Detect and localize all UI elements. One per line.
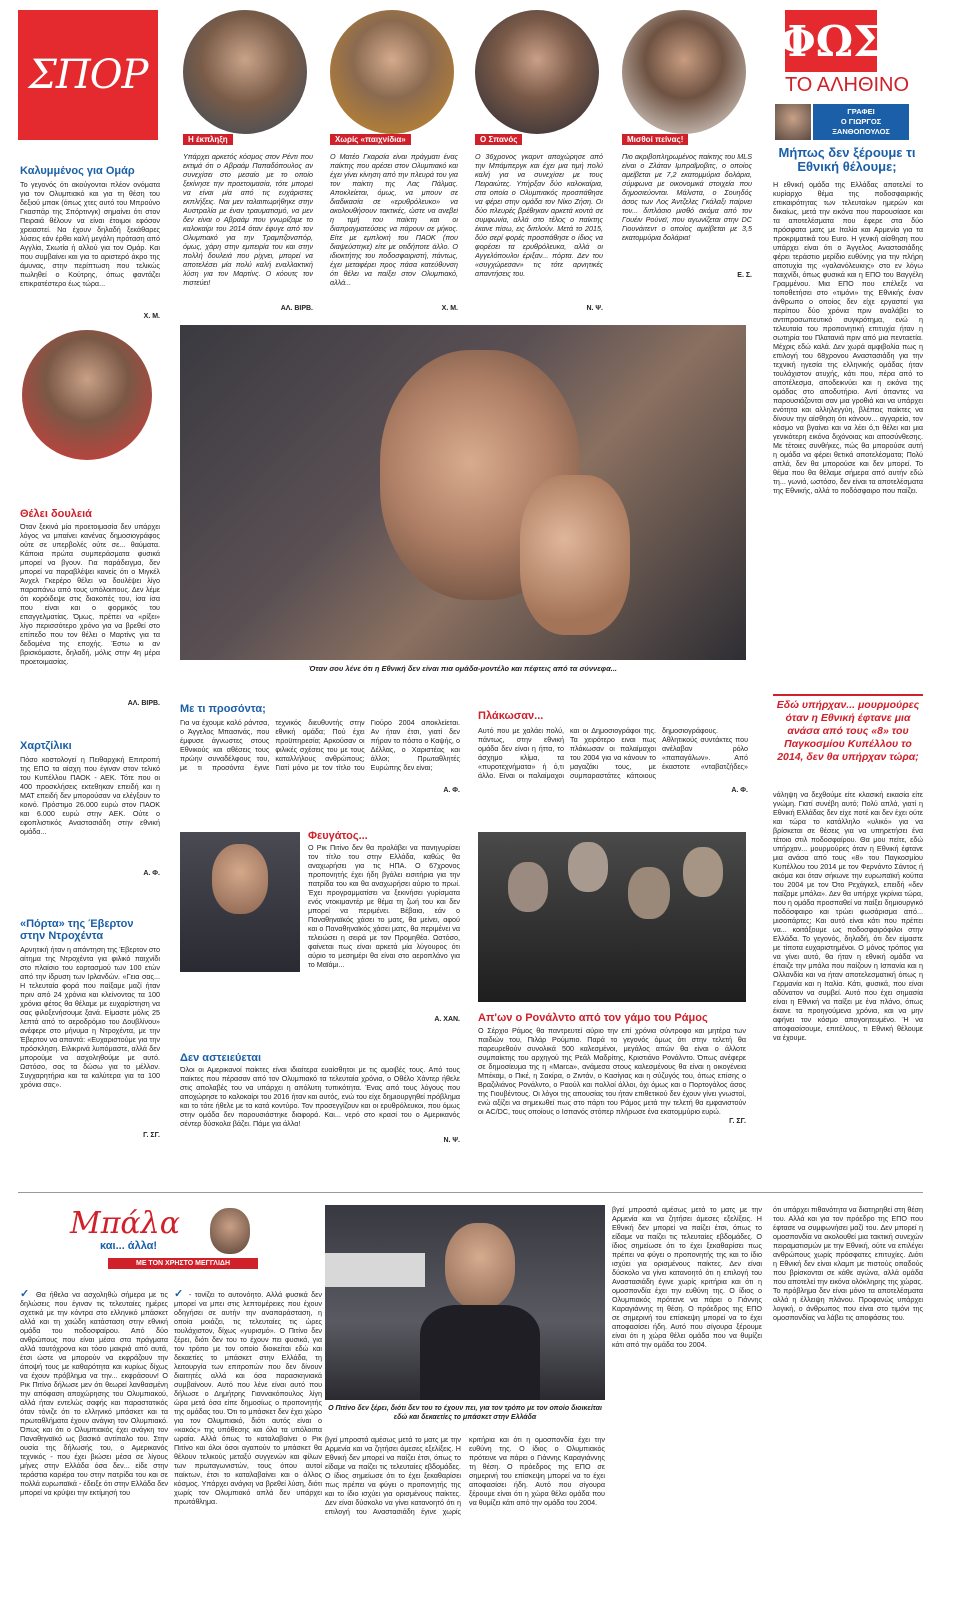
- main-photo: [180, 325, 746, 660]
- mid-sig-1: Α. Φ.: [443, 787, 460, 794]
- mid-body-1: Για να έχουμε καλό ράντσα, ο Άγγελος Μπασινάς, που έμφυσε άγνωστες στους Εθνικούς και αθέσεις τους πρώην συναδέλφους του, με τι προσόντα έγινε τεχνικός διευθυντής στην εθνική ομάδα; Πού έχει προϋπηρεσία; Αρκούσαν οι φιλικές σχέσεις του με τους καταλλήλους ανθρώπους; Γιατί μόνο με τον τίτλο του Γιούρο 2004 αποκλείεται. Αν ήταν έτσι, γιατί δεν πήραν το πόστο ο Καψής, ο Δέλλας, ο Χαριστέας και άλλοι; Πρωταθλητές Ευρώπης δεν είναι;: [180, 718, 460, 772]
- column-title: ΦΩΣ: [779, 16, 883, 66]
- bottom-col-1: [20, 1290, 168, 1590]
- bottom-col-2-text: - τονίζει το αυτονόητο. Αλλά φυσικά δεν μπορεί να μπει στις λεπτομέρειες που έχουν οδηγήσει σε αυτήν την αναπαράσταση, η οποία μοιάζει, τις τελευταίες τις ώρες τουλάχιστον, δίχως «γυρισμό». Ο Πιτίνο δεν ξέρει, διότι δεν του το έχουν πει φυσικά, για τον τρόπο με τον οποίο διοικείται εδώ και δεκαετίες το μπάσκετ στην Ελλάδα, τη λειτουργία των επιτροπών που δεν δίνουν διαιτητές αλλά και όσα παρασκηνιακά συμβαίνουν. Αυτό που λένε είναι αυτό που δήλωσε ο Δημήτρης Γιαννακόπουλος λίγη ώρα μετά όσα είπε δημοσίως ο προπονητής της ομάδας του. Ότι το μπάσκετ δεν έχει χώρο για τον Ολυμπιακό, διότι αυτός είναι ο «κακός» της υπόθεσης και όλα τα υπόλοιπα ωραία. Αλλά όπως το καταλαβαίνει ο Ρικ Πιτίνο και όλοι όσοι αγαπούν το μπάσκετ θα θέλουν τελικούς μεταξύ συγγενών και φίλων των πρωταγωνιστών, τους όπου αυτοί παίκτων, έτσι το καταλαβαίνει και ο άλλος κόσμος. Υπάρχει ανάγκη να βρεθεί λύση, διότι χωρίς τον Ολυμπιακό απλά δεν υπάρχει πρωτάθλημα.: [174, 1290, 322, 1506]
- mid-head-1: Με τι προσόντα;: [180, 703, 266, 715]
- balla-subtitle: και... άλλα!: [100, 1240, 158, 1252]
- writer-label: ΓΡΑΦΕΙ: [847, 107, 875, 116]
- blurb-1-sig: ΑΛ. ΒΙΡΒ.: [280, 305, 313, 312]
- band-member-4: [683, 847, 723, 897]
- left-body-3: Πόσο κοστολογεί η Πειθαρχική Επιτροπή της ΕΠΟ τα αίσχη που έγιναν στον τελικό του Κυπέλλου ΠΑΟΚ - ΑΕΚ. Τότε που οι 400 προσκλήσεις εκτεθηκαν επειδή και η ΜΑΤ επειδή δεν μπορούσαν να ελέγξουν το κοινό. Πρόστιμο 26.000 ευρώ στον ΠΑΟΚ και 6.000 ευρώ στην ΑΕΚ. Ούτε ο εφοπλιστικός Αναστασιάδη στην εθνική ομάδα...: [20, 755, 160, 836]
- checkmark-icon: ✓: [20, 1290, 36, 1300]
- left-body-4: Αρνητική ήταν η απάντηση της Έβερτον στο αίτημα της Ντροχέντα για φιλικό παιχνίδι στο πλαίσιο του εορτασμού των 100 ετών από την ίδρυση των Ιρλανδών. «Γεια σας... Η τελευταία φορά που παίξαμε μαζί ήταν πριν από 24 χρόνια και κλείνοντας τα 100 χρόνια φέτος θα θέλαμε με ευχαρίστηση να σας φιλοξενήσουμε ξανά. Είμαστε μόλις 25 λεπτά από το αεροδρόμιο του Δουβλίνου» ανέφερε στο μήνυμα η Ντροχέντα, με την Έβερτον να απαντά: «Ευχαριστούμε για την πρόσκληση. Ειλικρινά λυπόμαστε, αλλά δεν μπορούμε να ασχοληθούμε με αυτό. Ωστόσο, σας τα δώσω για το μέλλον. Συγχαρητήρια και τα καλύτερα για τα 100 χρόνια σας».: [20, 945, 160, 1089]
- left-body-1: Το γεγονός ότι ακούγονται πλέον ονόματα για τον Ολυμπιακό και για τη θέση του δεξιού μπακ (όπως χτες αυτό του Μπρούνο Γκασπάρ της Σπόρτινγκ) σημαίνει ότι στον Πειραιά θέλουν να είναι έτοιμοι εφόσον χρειαστεί. Να έχουν δηλαδή ξεκάθαρες λύσεις εάν έρθει καλή μεγάλη πρόταση από Αγγλία, Σκωτία ή αλλού για τον Ομάρ. Και που συμβαίνει και για το αριστερό άκρο της άμυνας, στην περίπτωση που τελικώς πωληθεί ο Κούτρης, όπως φαντάζει επικρατέστερο έως τώρα...: [20, 180, 160, 288]
- balla-logo: [20, 1206, 250, 1276]
- mid-head-4: Απ'ων ο Ρονάλντο από τον γάμο του Ράμος: [478, 1012, 708, 1024]
- column-headline: Μήπως δεν ξέρουμε τι Εθνική θέλουμε;: [778, 145, 916, 174]
- bottom-photo-caption: Ο Πιτίνο δεν ξέρει, διότι δεν του το έχουν πει, για τον τρόπο με τον οποίο διοικείται εδώ και δεκαετίες το μπάσκετ στην Ελλάδα: [328, 1405, 602, 1421]
- section-divider: [18, 1192, 923, 1193]
- pull-quote: Εδώ υπήρχαν... μουρμούρες όταν η Εθνική έφτανε μια ανάσα από τους «8» του Παγκοσμίου Κυπέλλου το 2014, δεν θα υπήρχαν τώρα;: [773, 694, 923, 784]
- blurb-2-sig: Χ. Μ.: [441, 305, 458, 312]
- blurb-3-sig: Ν. Ψ.: [586, 305, 603, 312]
- column-subtitle: ΤΟ ΑΛΗΘΙΝΟ: [784, 74, 910, 96]
- bottom-col-4: [612, 1205, 762, 1590]
- blurb-4-sig: Ε. Σ.: [737, 272, 752, 279]
- pitino-face: [212, 844, 268, 914]
- mid-head-5: Δεν αστειεύεται: [180, 1052, 262, 1064]
- bottom-col-1-text: Θα ήθελα να ασχοληθώ σήμερα με τις δηλώσεις που έγιναν τις τελευταίες ημέρες σχετικά με την κόντρα στο ελληνικό μπάσκετ αλλά και τη χαώδη κατάσταση στην εθνική ομάδα του ποδοσφαίρου. Από δύο ανθρώπους που είναι μέσα στα πράγματα αλλά ταυτόχρονα και τόσο μακριά από αυτά, έτσι ώστε να μπορούν να εκφράζουν την άποψή τους με καθαρότητα και κυρίως δίχως να έχουν πρόβλημα να την... εκφράσουν! Ο Ρικ Πιτίνο δήλωσε μεν ότι θεωρεί λανθασμένη την απόφαση αποχώρησης του Ολυμπιακού, αλλά ήταν εντελώς σαφής και παραστατικός όταν τόνιζε ότι το ελληνικό μπάσκετ και τα πρωταθλήματα έχουν ανάγκη τον Ολυμπιακό. Όπως και ότι ο Ολυμπιακός έχει ανάγκη τον Παναθηναϊκό ως βασικό αντίπαλο του. Στην ουσία της δήλωσής του, ο Αμερικανός τεχνικός - που έχει βιώσει μέσα σε λίγους μήνες στην Ελλάδα όσα δεν... είδε στην τεράστια καριέρα του στην πατρίδα του και σε πολλά ευρωπαϊκά - έδειξε ότι στην Ελλάδα δεν μπορεί να κρύψει την εκτίμησή του: [20, 1290, 168, 1497]
- mid-sig-5: Ν. Ψ.: [443, 1137, 460, 1144]
- bottom-col-3: βγεί μπροστά αμέσως μετά το ματς με την Αρμενία και να ζητήσει άμεσες εξελίξεις. Η Εθνική δεν μπορεί να παίζει έτσι, όπως το είδαμε να παίζει τις τελευταίες εβδομάδες. Ο ίδιος σημείωσε ότι το έχει ξεκαθαρίσει πως πρέπει να φύγει ο προπονητής της και το ίδιο ισχύει για ορισμένους παίκτες. Δεν είναι δύσκολο να γίνει κατανοητό ότι η επιλογή του Αναστασιάδη έγινε χωρίς κριτήρια και ότι η ομοσπονδία έχει την ευθύνη της. Ο ίδιος ο Ολυμπιακός πρότεινε να πάρει ο Γιάννης Καραγιάννης τη θέση. Ο πρόεδρος της ΕΠΟ σε σημερινή του επίσκεψη μπορεί να το έχει αποφασίσει ήδη. Αυτό που σίγουρα ξέρουμε είναι ότι η χώρα θέλει ομάδα που να θυμίζει κάτι από την ομάδα του 2004.: [325, 1435, 605, 1516]
- pitino-photo: [180, 832, 300, 972]
- bottom-col-2: [174, 1290, 322, 1590]
- arena-sign: [325, 1253, 425, 1287]
- column-logo: [779, 10, 883, 72]
- mid-sig-4: Γ. ΣΓ.: [729, 1118, 746, 1125]
- mid-sig-2: Α. Φ.: [731, 787, 748, 794]
- bottom-col-5-text: ότι υπάρχει πιθανότητα να διατηρηθεί στη θέση του. Αλλά και για τον πρόεδρο της ΕΠΟ που έφτασε να συμφωνήσει μαζί του. Δεν μπορεί η ομοσπονδία να ακολουθεί μια τακτική συνεχών πειραματισμών με την Εθνική, ούτε να επιλέγει ανθρώπους χωρίς πρόσφατες επιτυχίες. Διότι η Εθνική δεν είναι κλαμπ με πιστούς οπαδούς που βρίσκονται σε κάθε αγώνα, αλλά ομάδα που αποτελεί την εικόνα ολόκληρης της χώρας. Το πρόβλημα δεν είναι μόνο τα αποτελέσματα αλλά η έλλειψη πλάνου. Προφανώς υπάρχει λογική, ο άνθρωπος που είναι στο τιμόνι της ομοσπονδίας να λάβει τις αποφάσεις του.: [773, 1205, 923, 1322]
- photo-caption-4: Μισθοί πείνας!: [622, 134, 688, 145]
- columnist-avatar: [210, 1208, 250, 1254]
- band-member-1: [508, 862, 548, 912]
- writer-photo: [775, 104, 811, 140]
- photo-caption-1: Η έκπληξη: [183, 134, 233, 145]
- left-head-4: «Πόρτα» της Έβερτον στην Ντροχέντα: [20, 918, 134, 942]
- player-photo-2: [330, 10, 454, 134]
- player-photo-1: [183, 10, 307, 134]
- section-logo: [18, 10, 158, 140]
- blurb-1: Υπάρχει αρκετός κόσμος στον Ρέντι που εκτιμά ότι ο Αβραάμ Παπαδόπουλος αν συνεχίσει στο μεσαίο με το οποίο ξεκίνησε την προετοιμασία, τότε μπορεί να είναι μία από τις ευχάριστες εκπλήξεις. Ναι μεν ταλαιπωρήθηκε στην Αυστραλία με έναν τραυματισμό, να μεν δεν είναι ο Αβραάμ που γνωρίζαμε το καλοκαίρι του 2014 όταν έφυγε από τον Ολυμπιακό για την Τραμπζονσπόρ, όμως, χάρη στην εμπειρία του και στην πολλή δουλειά που ρίχνει, μπορεί να αποτελέσει μία πολύ καλή εναλλακτική λύση για τον Μαρτίνς. Ο κόουτς τον πιστεύει!: [183, 152, 313, 287]
- bottom-photo: [325, 1205, 605, 1400]
- writer-name: Ο ΓΙΩΡΓΟΣ ΞΑΝΘΟΠΟΥΛΟΣ: [832, 117, 890, 136]
- mid-body-3: Ο Ρικ Πιτίνο δεν θα προλάβει να πανηγυρίσει τον τίτλο του στην Ελλάδα, καθώς θα αναχωρήσει για τις ΗΠΑ. Ο 67χρονος προπονητής έχει ήδη βγάλει εισιτήρια για την πατρίδα του και θα αναχωρήσει αύριο το πρωί. Έχει προγραμματίσει να ξεκινήσει γυρίσματα ενός ντοκιμαντέρ με θέμα τη ζωή του και δεν μπορεί να περιμένει. Βέβαια, εάν ο Παναθηναϊκός χάσει το ματς, θα μείνει, αφού και ο Παναθηναϊκός χάσει ματς, θα περιμένει να τελειώσει η σειρά με τον Προμηθέα. Ωστόσο, φαίνεται πως είναι αρκετά μία λύγουρος ότι αύριο το μεσημέρι θα είναι στο αεροπλάνο για το Μαϊάμι...: [308, 843, 460, 969]
- left-head-2: Θέλει δουλειά: [20, 508, 92, 520]
- left-head-1: Καλυμμένος για Ομάρ: [20, 165, 135, 177]
- player-photo-4: [622, 10, 746, 134]
- coach-suit: [420, 1305, 540, 1400]
- bottom-col-4-text: βγεί μπροστά αμέσως μετά το ματς με την Αρμενία και να ζητήσει άμεσες εξελίξεις. Η Εθνική δεν μπορεί να παίζει έτσι, όπως το είδαμε να παίζει τις τελευταίες εβδομάδες. Ο ίδιος σημείωσε ότι το έχει ξεκαθαρίσει πως πρέπει να φύγει ο προπονητής της και το ίδιο ισχύει για ορισμένους παίκτες. Δεν είναι δύσκολο να γίνει κατανοητό ότι η επιλογή του Αναστασιάδη έγινε χωρίς κριτήρια και ότι η ομοσπονδία έχει την ευθύνη της. Ο ίδιος ο Ολυμπιακός πρότεινε να πάρει ο Γιάννης Καραγιάννης τη θέση. Ο πρόεδρος της ΕΠΟ σε σημερινή του επίσκεψη μπορεί να το έχει αποφασίσει ήδη. Αυτό που σίγουρα ξέρουμε είναι ότι η χώρα θέλει ομάδα που να θυμίζει κάτι από την ομάδα του 2004.: [612, 1205, 762, 1349]
- column-body: Η εθνική ομάδα της Ελλάδας αποτελεί το κυρίαρχο θέμα της ποδοσφαιρικής επικαιρότητας των τελευταίων ημερών και δικαίως, μετά την εικόνα που παρουσίασε και τα αποτελέσματα που έφερε στα δύο πρόσφατα ματς με Ιταλία και Αρμενία για τα προκριματικά του Euro. Η γενική αίσθηση που υπάρχει είναι ότι ο Άγγελος Αναστασιάδης φέρει τεράστιο μερίδιο ευθύνης για την πλήρη αποτυχία της «γαλανόλευκης» στο εν λόγω παιχνίδι, όπως φυσικά και η ΕΠΟ του Βαγγέλη Γραμμένου. Μια ΕΠΟ που επέλεξε να τοποθετήσει στο «τιμόνι» της Εθνικής έναν άνθρωπο ο οποίος δεν είχε εργαστεί για περίπου δύο χρόνια πριν αναλάβει το αντιπροσωπευτικό συγκρότημα, ενώ η τελευταία του προπονητική επιτυχία ήταν η σωτηρία του Πλατανιά πριν από μια πενταετία. Μέχρις εδώ καλά. Δεν χωρά αμφιβολία πως η επιλογή του 68χρονου Αναστασιάδη για την τεχνική ηγεσία της ελληνικής ομάδας ήταν τουλάχιστον ατυχής, κάτι που, πέρα από το αποτέλεσμα, αποδεικνύει και η εικόνα της ομάδας στο αποδυτήριο. Αντί όπαντες να παρουσιάζονται σαν μια γροθιά και να υπάρχει ενότητα και αλληλεγγύη, βλέπεις παίκτες να δίνουν την αίσθηση ότι κάνουν... αγγαρεία, τον κόσμο να βγαίνει και να λέει ό,τι θέλει και μια γενικότερη εικόνα διχόνοιας και αποσύνθεσης. Με τέτοιες συνθήκες, πώς θα μπορούσε αυτή η ομάδα να φέρει θετικά αποτελέσματα; Πολύ απλά, δεν θα μπορούσε και δεν μπορεί. Το θέμα που θα θέλαμε σήμερα από αυτήν εδώ τη... γωνιά, ωστόσο, δεν είναι τα αποτελέσματα της Εθνικής, αλλά το ποδόσφαιρο που παίζει.: [773, 180, 923, 495]
- mid-head-3: Φευγάτος...: [308, 830, 368, 842]
- acdc-photo: [478, 832, 746, 1002]
- photo-caption-2: Χωρίς «παιχνίδια»: [330, 134, 411, 145]
- mid-sig-3: Α. ΧΑΝ.: [434, 1016, 460, 1023]
- main-photo-caption: Όταν σου λένε ότι η Εθνική δεν είναι πια ομάδα-μοντέλο και πέφτεις από τα σύννεφα...: [309, 664, 617, 673]
- column-body-continued: νάληψη να δεχθούμε είτε κλασική εικασία είτε γνώμη. Γιατί συνέβη αυτό; Πολύ απλά, γιατί η Εθνική Ελλάδας δεν είχε ποτέ και δεν έχει ούτε και τώρα το κατάλληλο «υλικό» για να βρίσκεται σε θέσεις για να υπηρετήσει ένα τέτοιο στιλ ποδοσφαίρου. Θα μου πείτε, εδώ υπήρχαν... μουρμούρες όταν η Εθνική έφτανε μια ανάσα από τους «8» του Παγκοσμίου Κυπέλλου του 2014 με τον Φερνάντο Σάντος ή ακόμα και όταν σήκωνε την ευρωπαϊκή κούπα του 2004 με τον Ότο Ρεχάγκελ, επειδή «δεν παίζαμε μπάλα». Δεν θα υπήρχε γκρίνια τώρα, που η ομάδα προσπαθεί να παίξει δημιουργικό ποδόσφαιρο και τρώει φωσάρισμα από... μισοπάρτες; Και αυτό είναι κάτι που πρέπει να... κοιτάξουμε ως ποδοσφαιρόφιλοι στην Ελλάδα. Το γεγονός, δηλαδή, ότι δεν είμαστε με τίποτα ευχαριστημένοι. Ο μόνος τρόπος για να γίνει αυτό, θα ήταν η εθνική ομάδα να έπαιζε την μπάλα που παίζουν η Ισπανία και η Ολλανδία και να ήταν αποτελεσματική όπως η Γερμανία και η Ιταλία. Κάτι, φυσικά, που είναι αδύνατον να συμβεί. Αυτό που έχει σημασία είναι η Εθνική να παίξει με ένα πλάνο, όπως έκανε τα προηγούμενα χρόνια, και να μην αφήνει τον κόσμο απογοητευμένο. Ή να αποφασίσουμε, επιτέλους, τι Εθνική θέλουμε να έχουμε.: [773, 790, 923, 1042]
- mid-head-2: Πλάκωσαν...: [478, 710, 544, 722]
- coach-hand: [520, 475, 630, 635]
- band-member-3: [628, 867, 670, 919]
- blurb-3: Ο 36χρονος γκαρντ αποχώρησε από την Μπάμπεργκ και έχει μια τιμή πολύ καλή για να συνεχίσει με τους Πειραιώτες. Υπήρξαν δύο καλοκαίρια, στα οποία ο Ολυμπιακός προσπάθησε να φέρει στην ομάδα τον Νίκο Ζήση. Οι δύο πλευρές βρέθηκαν αρκετά κοντά σε συμφωνία, αλλά στο τέλος ο παίκτης έκανε πίσω, εις διπλούν. Μετά το 2015, δύο σερί φορές προσπάθησε ο ίδιος να φορέσει τα ερυθρόλευκα, αλλά οι Αγγελόπουλοι έριξαν... πόρτα. Δεν του «συγχώρεσαν» τις τότε αρνητικές απαντήσεις του.: [475, 152, 603, 278]
- player-photo-left: [22, 330, 152, 460]
- bottom-col-5: [773, 1205, 923, 1590]
- writer-box: [813, 104, 909, 140]
- blurb-2: Ο Ματέο Γκαρσία είναι πράγματι ένας παίκτης που αρέσει στον Ολυμπιακό και έχει γίνει κίνηση από την πλευρά του για τον παίκτη της Λας Πάλμας. Αποκλείεται, όμως, να μπουν σε διαδικασία σε «ερυθρόλευκο» να ακολουθήσουν τακτικές, ώστε να ανεβεί η τιμή του παίκτη και οι διαπραγματεύσεις να πάρουν σε μήκος. Είτε με εμπλοκή του ΠΑΟΚ (που διαψεύστηκε) είτε με οτιδήποτε άλλο. Ο ιδιοκτήτης του ποδοσφαιριστή, πάντως, έχει μεταφέρει προς πάσα κατεύθυνση ότι θέλει να παίξει στον Ολυμπιακό, αλλά...: [330, 152, 458, 287]
- left-sig-2: ΑΛ. ΒΙΡΒ.: [127, 700, 160, 707]
- band-member-2: [568, 842, 608, 892]
- left-body-2: Όταν ξεκινά μία προετοιμασία δεν υπάρχει λόγος να μπαίνει κανένας δημοσιογράφος ούτε σε υπερβολές ούτε σε... θαύματα. Κάποια πρώτα συμπεράσματα φυσικά μπορεί να βγουν. Για παράδειγμα, δεν μπορεί να παραβλέψει κανείς ότι ο Μιγκέλ Άνχελ Γκερέρο θέλει να δουλέψει λίγο παραπάνω από τους υπόλοιπους. Δεν λέμε ότι κορόιδεψε στις διακοπές του, ίσα ίσα που είναι και ο φορμικός του επαγγελματίας. Όμως, πρέπει να «ρίξει» λίγο περισσότερο χρόνο για να βρεθεί στο επίπεδο που τον θέλει ο Μαρτίνς για τα δεδομένα της εποχής. Έστω κι αν βρισκόμαστε, δηλαδή, μόλις στην 4η μέρα προετοιμασίας.: [20, 522, 160, 666]
- left-head-3: Χαρτζίλικι: [20, 740, 72, 752]
- section-title: ΣΠΟΡ: [28, 52, 148, 98]
- balla-title: Μπάλα: [70, 1206, 180, 1241]
- left-sig-1: Χ. Μ.: [143, 313, 160, 320]
- coach-figure: [445, 1223, 515, 1309]
- blurb-4: Πιο ακριβοπληρωμένος παίκτης του MLS είναι ο Ζλάταν Ιμπραΐμοβιτς, ο οποίος αμείβεται με 7,2 εκατομμύρια δολάρια, σύμφωνα με οικονομικά στοιχεία που δημοσιεύονται. Μάλιστα, ο Σουηδός άσος των Λος Άντζελες Γκάλαξι παίρνει τον... διπλάσιο μισθό ακόμα από τον Γουέιν Ρούνεϊ, που αγωνίζεται στην DC Γιουνάιτεντ ο οποίος αμείβεται με 3,5 εκατομμύρια δολάρια!: [622, 152, 752, 242]
- mid-body-2: Αυτό που με χαλάει πολύ, πάντως, στην εθνική ομάδα δεν είναι η ήττα, το άσχημο κλίμα, τα «πυροτεχνήματα» ή ό,τι άλλο. Είναι οι παλαίμαχοι και οι Δημοσιογράφοι της. Τα χειρότερο ειναι πως πλάκωσαν οι παλαίμαχοι του 2004 για να κάνουν το μαγαζάκι τους, με συμπαραστάτες κάποιους δημοσιογράφους. Αθλητικούς συντάκτες που ανέλαβαν ρόλο «παπαγάλων». Από έκαστοτε «νταβατζήδες»: [478, 726, 748, 780]
- checkmark-icon: ✓: [174, 1290, 189, 1300]
- player-photo-3: [475, 10, 599, 134]
- photo-caption-3: Ο Σπανός: [475, 134, 522, 145]
- left-sig-3: Α. Φ.: [143, 870, 160, 877]
- left-sig-4: Γ. ΣΓ.: [143, 1132, 160, 1139]
- mid-body-5: Όλοι οι Αμερικανοί παίκτες είναι ιδιαίτερα ευαίσθητοι με τις αμοιβές τους. Από τους παίκτες που πέρασαν από τον Ολυμπιακό τα τελευταία χρόνια, ο Οθέλο Χάντερ ήθελε στις απολαβές του να υπάρχει η απόλυτη τυπικότητα. Ένας από τους λόγους που αποχώρησε το καλοκαίρι του 2016 ήταν και αυτός, ενώ του είχε δημιουργηθεί πρόβλημα και το τότε ήθελε με τα κατά κοντύρο. Τον προσεγγίζουν και οι ερυθρόλευκοι, που όμως στην ομάδα δεν παρουσιάστηκε διαφορά. Και... νερό στο κρασί του ο Αμερικανός σέντερ δύσκολα βάζει. Πάμε για άλλα!: [180, 1065, 460, 1128]
- balla-byline: ΜΕ ΤΟΝ ΧΡΗΣΤΟ ΜΕΓΓΛΙΔΗ: [108, 1258, 258, 1269]
- mid-body-4: Ο Σέρχιο Ράμος θα παντρευτεί αύριο την επί χρόνια σύντροφο και μητέρα των παιδιών του, Πιλάρ Ρούμπιο. Παρά το γεγονός όμως ότι στην τελετή θα παρευρεθούν συνολικά 500 καλεσμένοι, μεγάλος απών θα είναι ο άλλοτε συμπαίκτης του αρχηγού της Ρεάλ Μαδρίτης, Κριστιάνο Ρονάλντο. Όπως ανέφερε σε δημοσίευμα της η «Marca», ανάμεσα στους καλεσμένους θα είναι η οικογένεια Μπέκαμ, ο Πικέ, η Σακίρα, ο Ζιντάν, ο Κασίγιας και η σύζυγός του, όπως επίσης ο Βραζιλιάνος Ρονάλντο, ο Ραούλ και πολλοί άλλοι, όχι όμως και ο Πορτογάλος άσος της Γιουβέντους. Οι λόγοι της απουσίας του ήταν επιθετικού δεν έχουν γίνει γνωστοί, ενώ αξίζει να σημειωθεί πως στο πάρτι του Ράμος μετά την τελετή θα εμφανιστούν οι AC/DC, τους οποίους ο Ισπανός στόπερ πλήρωσε ένα εκατομμύριο ευρώ.: [478, 1026, 746, 1116]
